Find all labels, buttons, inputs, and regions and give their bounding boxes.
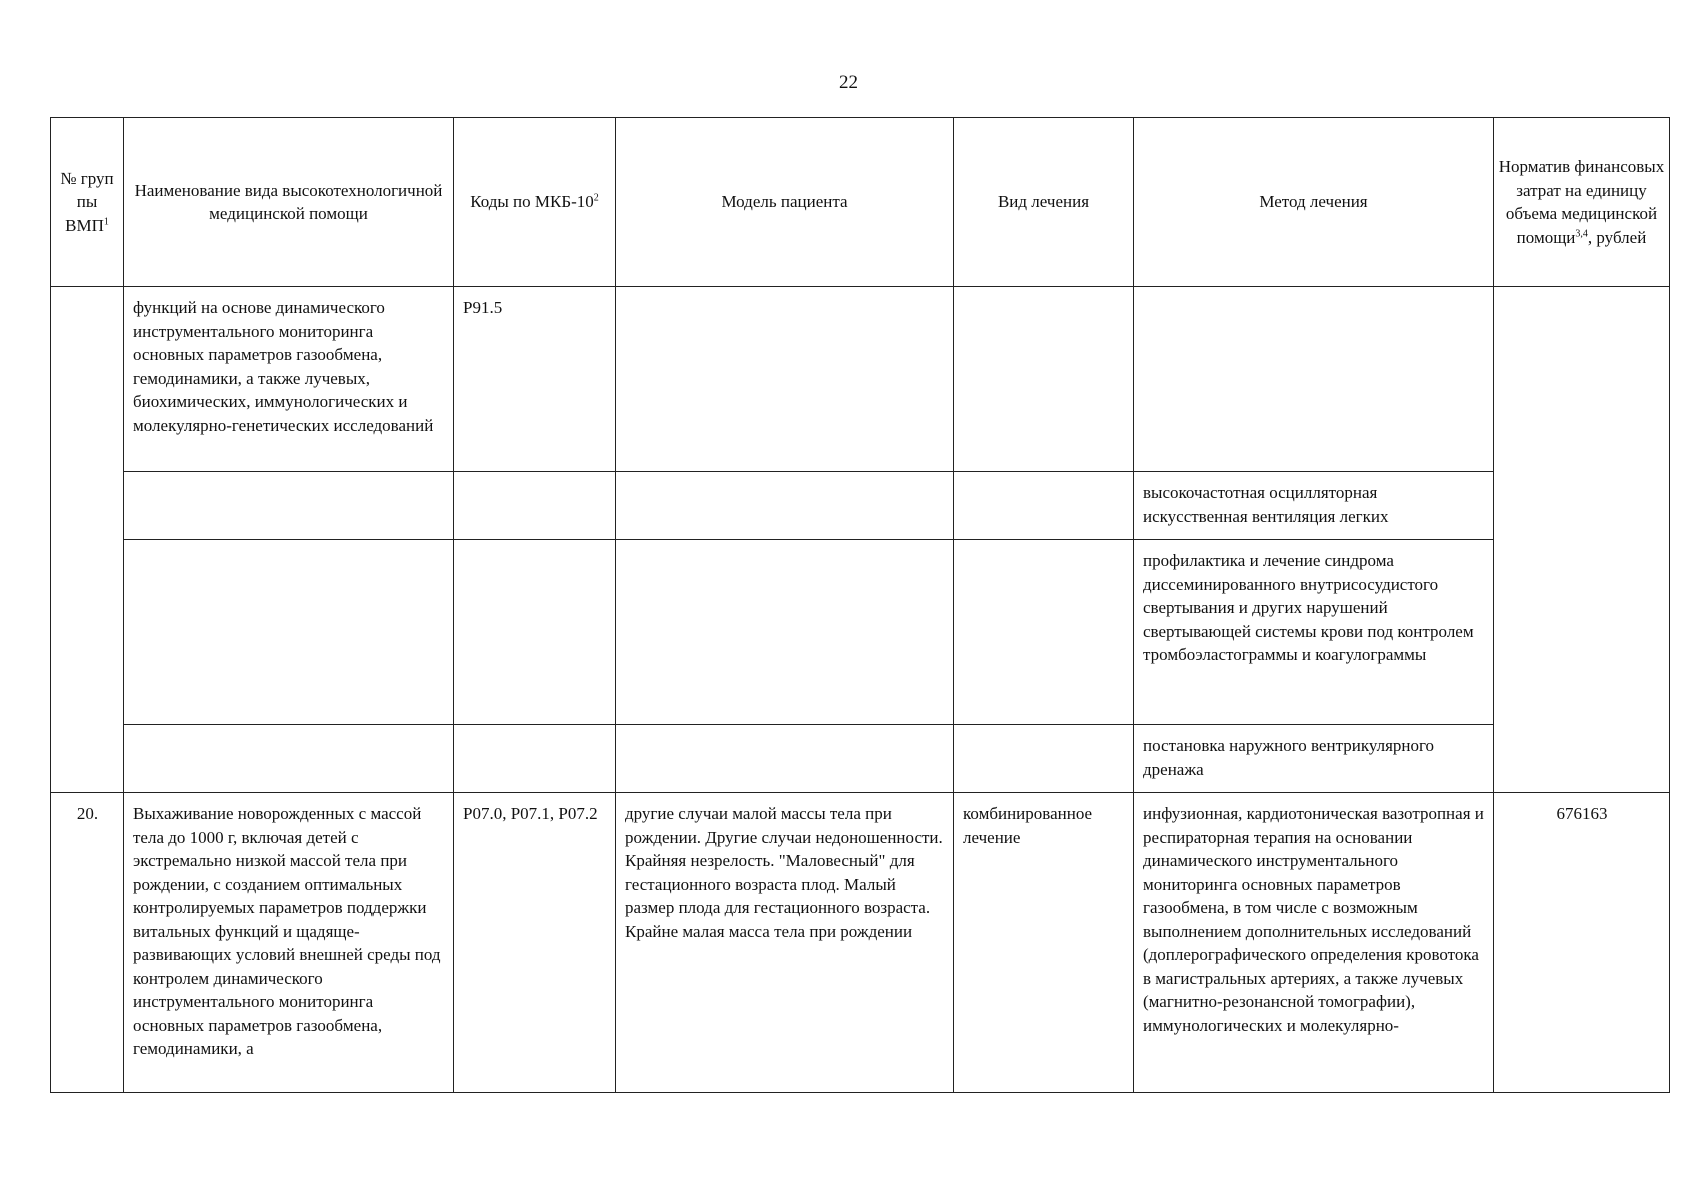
- cell-patient-model: [616, 725, 954, 793]
- cell-norm: [1494, 287, 1670, 793]
- table-row: [51, 287, 1670, 472]
- cell-codes: P07.0, P07.1, P07.2: [454, 793, 616, 1093]
- header-group-no: № груп пы ВМП$^1$: [51, 118, 124, 287]
- header-patient-model: Модель пациента: [616, 118, 954, 287]
- cell-treatment-type: [954, 725, 1134, 793]
- cell-patient-model: [616, 540, 954, 725]
- cell-name: [124, 725, 454, 793]
- cell-group-no: [51, 287, 124, 793]
- header-norm: Норматив финансовых затрат на единицу объема медицинской помощи$^{3,4}$, рублей: [1494, 118, 1670, 287]
- cell-codes: P91.5: [454, 287, 616, 472]
- cell-name: [124, 540, 454, 725]
- vmp-table: [50, 117, 1670, 1093]
- cell-method: [1134, 287, 1494, 472]
- header-codes: Коды по МКБ-$10^2$: [454, 118, 616, 287]
- cell-treatment-type: [954, 540, 1134, 725]
- cell-name: функций на основе динамического инструментального мониторинга основных параметров газообмена, гемодинамики, а также лучевых, биохимических, иммунологических и молекулярно-генетических исследований: [124, 287, 454, 472]
- cell-patient-model: [616, 287, 954, 472]
- cell-codes: [454, 540, 616, 725]
- cell-patient-model: [616, 472, 954, 540]
- header-row: [51, 118, 1670, 287]
- cell-method: постановка наружного вентрикулярного дренажа: [1134, 725, 1494, 793]
- cell-codes: [454, 472, 616, 540]
- table-row: [51, 540, 1670, 725]
- cell-group-no: 20.: [51, 793, 124, 1093]
- header-method: Метод лечения: [1134, 118, 1494, 287]
- cell-method: инфузионная, кардиотоническая вазотропная и респираторная терапия на основании динамического инструментального мониторинга основных параметров газообмена, в том числе с возможным выполнением дополнительных исследований (доплерографического определения кровотока в магистральных артериях, а также лучевых (магнитно-резонансной томографии), иммунологических и молекулярно-: [1134, 793, 1494, 1093]
- cell-name: [124, 472, 454, 540]
- page-number: 22: [839, 72, 858, 93]
- cell-treatment-type: [954, 287, 1134, 472]
- table-row: [51, 472, 1670, 540]
- cell-norm: 676163: [1494, 793, 1670, 1093]
- table-row: [51, 793, 1670, 1093]
- cell-patient-model: другие случаи малой массы тела при рождении. Другие случаи недоношенности. Крайняя незрелость. "Маловесный" для гестационного возраста плод. Малый размер плода для гестационного возраста. Крайне малая масса тела при рождении: [616, 793, 954, 1093]
- cell-codes: [454, 725, 616, 793]
- cell-treatment-type: [954, 472, 1134, 540]
- cell-name: Выхаживание новорожденных с массой тела до 1000 г, включая детей с экстремально низкой массой тела при рождении, с созданием оптимальных контролируемых параметров поддержки витальных функций и щадяще-развивающих условий внешней среды под контролем динамического инструментального мониторинга основных параметров газообмена, гемодинамики, а: [124, 793, 454, 1093]
- cell-method: профилактика и лечение синдрома диссеминированного внутрисосудистого свертывания и других нарушений свертывающей системы крови под контролем тромбоэластограммы и коагулограммы: [1134, 540, 1494, 725]
- cell-treatment-type: комбинированное лечение: [954, 793, 1134, 1093]
- header-name: Наименование вида высокотехнологичной медицинской помощи: [124, 118, 454, 287]
- header-treatment-type: Вид лечения: [954, 118, 1134, 287]
- table-row: [51, 725, 1670, 793]
- cell-method: высокочастотная осцилляторная искусственная вентиляция легких: [1134, 472, 1494, 540]
